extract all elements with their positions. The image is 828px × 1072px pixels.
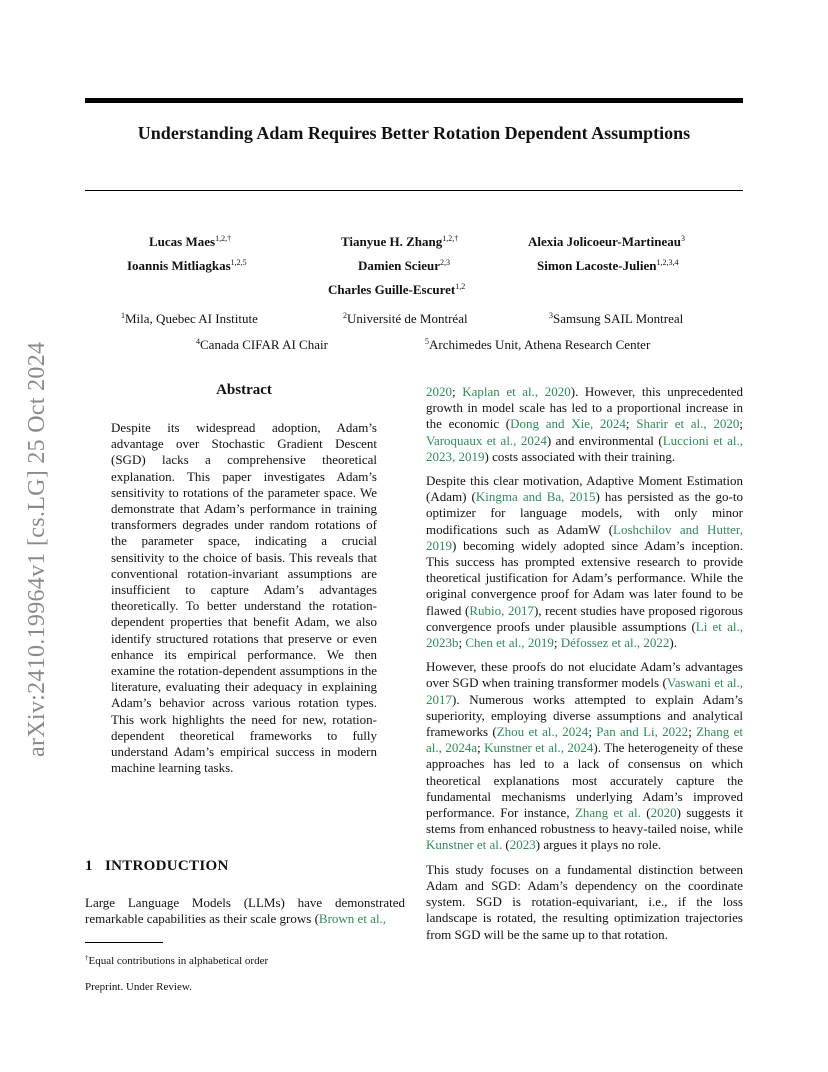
text-run: ( (502, 837, 510, 853)
text-run: Large Language Models (LLMs) have demonstrated remarkable capabilities as their scale grows ( (85, 895, 405, 927)
text-run: ) has persisted as the go-to optimizer for language models, with only minor modifications such as AdamW ( (426, 489, 743, 537)
footnote-rule (85, 942, 163, 943)
citation-link[interactable]: Kunstner et al., 2024 (484, 740, 594, 756)
citation-link[interactable]: Défossez et al., 2022 (560, 635, 670, 651)
paper-title: Understanding Adam Requires Better Rotation Dependent Assumptions (137, 123, 691, 143)
citation-link[interactable]: Varoquaux et al., 2024 (426, 432, 547, 448)
text-run: ; (458, 635, 466, 651)
paragraph-adam-motivation (426, 473, 743, 651)
section-heading: 1 INTRODUCTION (85, 858, 229, 874)
citation-link[interactable]: Li et al., 2023b (426, 618, 743, 651)
text-run: ; (477, 740, 485, 756)
citation-link[interactable]: Chen et al., 2019 (465, 635, 554, 651)
citation-link[interactable]: Loshchilov and Hutter, 2019 (426, 521, 743, 553)
abstract-body: Despite its widespread adoption, Adam’s advantage over Stochastic Gradient Descent (SGD) lacks a comprehensive theoretical explanation. This paper investigates Adam’s sensitivity to rotations of the parameter space. We demonstrate that Adam’s performance in training transformers degrades under random rotations of the parameter space, indicating a crucial sensitivity to the choice of basis. This reveals that conventional rotation-invariant assumptions are insufficient to capture Adam’s advantages theoretically. To better understand the rotation-dependent properties that benefit Adam, we also identify structured rotations that preserve or even enhance its empirical performance. We then examine the rotation-dependent assumptions in the literature, evaluating their adequacy in explaining Adam’s behavior across various rotation types. This work highlights the need for new, rotation-dependent theoretical frameworks to fully understand Adam’s empirical success in modern machine learning tasks. (111, 420, 377, 776)
citation-link[interactable]: Luccioni et al., 2023, 2019 (426, 432, 744, 464)
citation-link[interactable]: Sharir et al., 2020 (636, 416, 740, 432)
citation-link[interactable]: Kunstner et al. (426, 837, 503, 853)
text-run: ; (452, 384, 463, 399)
text-run: ) argues it plays no role. (535, 837, 662, 853)
author-4: Ioannis Mitliagkas$^{1,2,5}$ (127, 258, 247, 273)
text-run: ; (688, 724, 697, 740)
affiliation-5: $^5$Archimedes Unit, Athena Research Center (425, 337, 651, 352)
citation-link[interactable]: 2023 (509, 837, 536, 853)
author-2: Tianyue H. Zhang$^{1,2,\dagger}$ (341, 234, 459, 249)
citation-link[interactable]: Zhang et al. (574, 805, 641, 821)
citation-link[interactable]: 2020 (426, 384, 452, 399)
text-run: ( (640, 805, 651, 821)
title-top-rule (85, 98, 743, 103)
text-run: ) and environmental ( (546, 432, 663, 448)
author-5: Damien Scieur$^{2,3}$ (358, 258, 450, 273)
preprint-note: Preprint. Under Review. (85, 981, 192, 993)
text-run: ). The heterogeneity of these approaches has led to a lack of consensus on which theoretical explanations most accurately capture the fundamental mechanisms underlying Adam’s improved performance. For instance, (426, 740, 744, 821)
text-run: ; (739, 416, 743, 432)
affiliation-4: $^4$Canada CIFAR AI Chair (196, 337, 328, 352)
paragraph-explanations (426, 659, 743, 853)
paragraph-study-focus (426, 862, 743, 943)
text-run: ), recent studies have proposed rigorous convergence proofs under plausible assumptions ( (426, 602, 743, 634)
intro-left-paragraph (85, 895, 405, 927)
citation-link[interactable]: Kaplan et al., 2020 (462, 384, 571, 399)
abstract-heading: Abstract (216, 382, 272, 398)
paragraph-cost (426, 384, 743, 465)
text-run: However, these proofs do not elucidate Adam’s advantages over SGD when training transformer models ( (426, 659, 743, 691)
text-run: ) suggests it stems from enhanced robustness to heavy-tailed noise, while (426, 805, 743, 837)
citation-link[interactable]: Zhang et al., 2024a (426, 724, 743, 756)
citation-link[interactable]: 2020 (650, 805, 677, 821)
citation-link[interactable]: Vaswani et al., 2017 (426, 675, 743, 707)
affiliation-3: $^3$Samsung SAIL Montreal (549, 311, 684, 326)
citation-link[interactable]: Zhou et al., 2024 (496, 724, 589, 740)
affiliation-1: $^1$Mila, Quebec AI Institute (121, 311, 258, 326)
text-run: ) becoming widely adopted since Adam’s inception. This success has prompted extensive research to provide theoretical justification for Adam’s performance. While the original convergence proof for Adam was later found to be flawed ( (426, 537, 743, 618)
text-run: ). However, this unprecedented growth in model scale has led to a proportional increase in the economic ( (426, 384, 744, 432)
arxiv-identifier: arXiv:2410.19964v1 [cs.LG] 25 Oct 2024 (24, 341, 50, 757)
author-1: Lucas Maes$^{1,2,\dagger}$ (149, 234, 232, 249)
affiliation-2: $^2$Université de Montréal (343, 311, 468, 326)
citation-link[interactable]: Kingma and Ba, 2015 (475, 489, 596, 505)
text-run: ; (553, 635, 561, 651)
author-7: Charles Guille-Escuret$^{1,2}$ (328, 282, 466, 297)
text-run: ). Numerous works attempted to explain Adam’s superiority, employing diverse assumptions and analytical frameworks ( (426, 691, 743, 740)
right-column-body (426, 384, 743, 943)
text-run: ). (669, 635, 677, 651)
text-run: ; (625, 416, 637, 432)
text-run: ; (588, 724, 597, 740)
author-6: Simon Lacoste-Julien$^{1,2,3,4}$ (537, 258, 679, 273)
footnote-equal-contribution: †Equal contributions in alphabetical order (85, 954, 269, 967)
citation-link[interactable]: Brown et al., (318, 911, 387, 927)
title-bottom-rule (85, 190, 743, 191)
citation-link[interactable]: Dong and Xie, 2024 (510, 416, 626, 432)
text-run: Despite this clear motivation, Adaptive Moment Estimation (Adam) ( (426, 473, 743, 505)
text-run: This study focuses on a fundamental distinction between Adam and SGD: Adam’s dependency on the coordinate system. SGD is rotation-equivariant, i.e., if the loss landscape is rotated, the resulting optimization trajectories from SGD will be the same up to that rotation. (426, 861, 743, 942)
text-run: ) costs associated with their training. (484, 448, 676, 464)
citation-link[interactable]: Rubio, 2017 (469, 602, 534, 618)
author-3: Alexia Jolicoeur-Martineau$^3$ (528, 234, 685, 249)
citation-link[interactable]: Pan and Li, 2022 (596, 724, 689, 740)
